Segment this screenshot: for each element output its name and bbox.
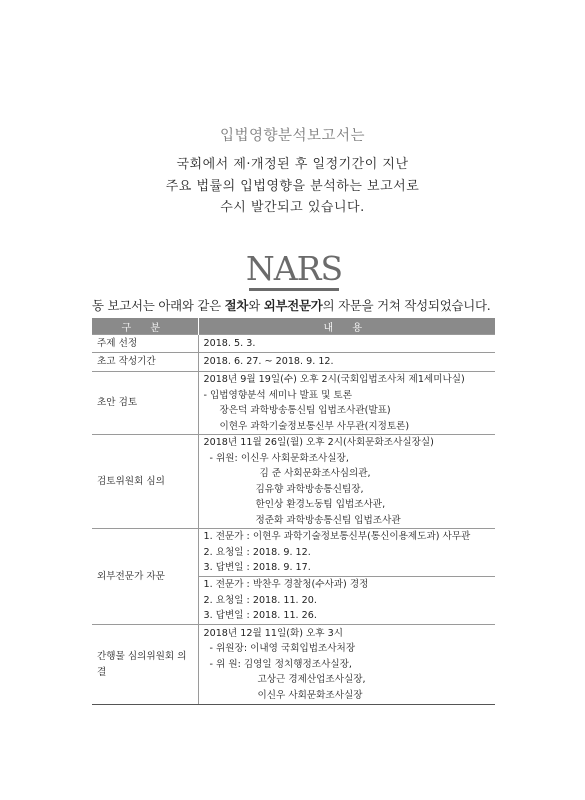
list-item: 이신우 사회문화조사실장 [257,689,363,701]
intro-title: 입법영향분석보고서는 [219,128,366,144]
nars-logo-text: NARS [245,249,343,288]
caption-text-3: 의 자문을 거쳐 작성되었습니다. [322,298,491,313]
row-value-expert-1 [198,529,495,577]
procedure-table [92,318,495,705]
list-item: 2018년 12월 11일(화) 오후 3시 [203,627,343,639]
row-value-publication-committee [198,625,495,705]
intro-line-3: 수시 발간되고 있습니다. [220,200,365,215]
list-item: 한인상 환경노동팀 입법조사관, [255,499,386,510]
list-item: - 입법영향분석 세미나 발표 및 토론 [203,389,352,401]
list-item: 3. 답변일 : 2018. 9. 17. [203,562,311,574]
list-item: 2018년 9월 19일(수) 오후 2시(국회입법조사처 제1세미나실) [203,374,465,385]
list-item: 2. 요청일 : 2018. 9. 12. [203,546,311,558]
row-value-draft-period: 2018. 6. 27. ~ 2018. 9. 12. [198,353,495,372]
caption-text-2: 와 [248,298,264,313]
list-item: 이현우 과학기술정보통신부 사무관(지정토론) [219,420,410,432]
procedure-caption [92,296,512,314]
list-item: 1. 전문가 : 이현우 과학기술정보통신부(통신이용제도과) 사무관 [203,531,471,543]
caption-text-1: 동 보고서는 아래와 같은 [92,298,225,313]
list-item: 정준화 과학방송통신팀 입법조사관 [255,514,401,526]
list-item: 2018년 11월 26일(월) 오후 2시(사회문화조사실장실) [203,437,434,448]
list-item: 장은덕 과학방송통신팀 입법조사관(발표) [219,405,391,416]
row-value-draft-review [198,372,495,435]
row-label-external-experts: 외부전문가 자문 [92,529,198,625]
list-item: - 위원: 이신우 사회문화조사실장, [209,452,349,464]
list-item: 3. 답변일 : 2018. 11. 26. [203,610,317,622]
header-content: 내 용 [198,318,495,335]
list-item: 김 준 사회문화조사심의관, [259,468,371,479]
intro-line-2: 주요 법률의 입법영향을 분석하는 보고서로 [165,178,420,194]
table-row [92,372,495,435]
row-value-committee [198,435,495,529]
row-label-publication-committee: 간행물 심의위원회 의결 [92,625,198,705]
row-label-topic: 주제 선정 [92,335,198,353]
table-row [92,435,495,529]
table-row [92,335,495,353]
list-item: 고상근 경제산업조사실장, [257,674,366,686]
row-label-committee: 검토위원회 심의 [92,435,198,529]
row-value-topic: 2018. 5. 3. [198,335,495,353]
row-label-draft-review: 초안 검토 [92,372,198,435]
list-item: 김유향 과학방송통신팀장, [255,483,364,495]
header-category: 구 분 [92,318,198,335]
intro-line-1: 국회에서 제·개정된 후 일정기간이 지난 [176,157,409,172]
table-row [92,353,495,372]
caption-bold-procedure: 절차 [224,298,249,313]
nars-logo [245,246,343,294]
list-item: - 위 원: 김영일 정치행정조사실장, [209,658,352,670]
list-item: 1. 전문가 : 박찬우 경찰청(수사과) 경정 [203,579,369,591]
caption-bold-experts: 외부전문가 [263,298,323,313]
row-value-expert-2 [198,577,495,625]
table-row [92,625,495,705]
list-item: 2. 요청일 : 2018. 11. 20. [203,594,317,606]
intro-block [0,124,585,219]
nars-logo-underline [249,288,339,291]
row-label-draft-period: 초고 작성기간 [92,353,198,372]
list-item: - 위원장: 이내영 국회입법조사처장 [209,643,356,655]
table-row [92,529,495,577]
table-header-row [92,318,495,335]
